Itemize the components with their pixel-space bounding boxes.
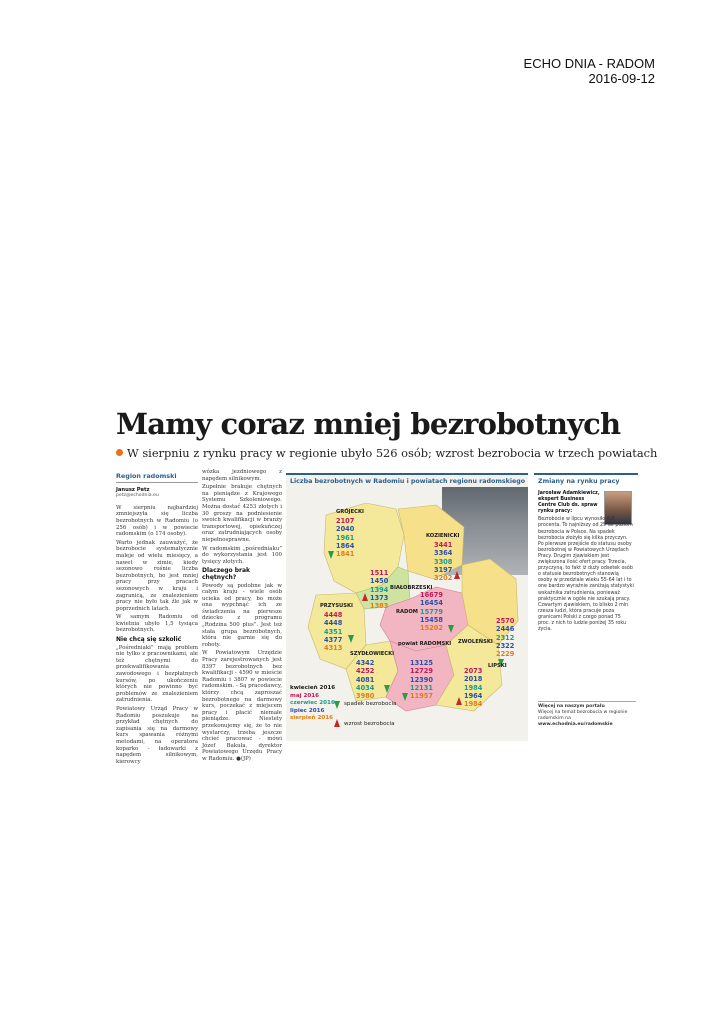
value-aug: 1984 xyxy=(464,700,483,709)
sidebar-box xyxy=(534,473,638,741)
paragraph: W sierpniu najbardziej zmniejszyła się liczba bezrobotnych w Radomiu (o 256 osób) i w powiecie radomskim (o 174 osoby). xyxy=(116,504,198,538)
value-aug: 15202 xyxy=(420,624,443,633)
trend-down-arrow-icon xyxy=(384,685,390,693)
legend-up-arrow-icon xyxy=(334,719,340,727)
bullet-dot-icon xyxy=(116,449,123,456)
value-jul2: 4377 xyxy=(324,635,343,644)
sidebar-text: Bezrobocie w lipcu wynosiło 8,6 procenta. To najniższy od 25 lat poziom bezrobocia w Polsce. Na spadek bezrobocia złożyło się kilka przyczyn. Po pierwsze przejście do statusu osoby bezrobotnej w Powiatowych Urzędach Pracy. Drugim zjawiskiem jest zwiększona ilość ofert pracy. Trzecia, przyczyną, to fakt iż duży odsetek osób o statusie bezrobotnych stanowią osoby w przedziale wieku 55-64 lat i to one bardzo wyraźnie zaniżają statystyki wskaźnika zatrudnienia, ponieważ praktycznie w ogóle nie szukają pracy. Czwartym zjawiskiem, to blisko 2 mln rzesza ludzi, która pracuje poza granicami Polski z czego ponad 75 proc. z nich to ludzie poniżej 35 roku życia. xyxy=(538,517,634,633)
value-jul: 2312 xyxy=(496,633,515,642)
portal-link[interactable]: www.echodnia.eu/radomskie xyxy=(538,722,613,727)
value-jun: 4448 xyxy=(324,619,343,628)
value-jul2: 15458 xyxy=(420,615,443,624)
value-jun: 2040 xyxy=(336,525,355,534)
trend-down-arrow-icon xyxy=(402,693,408,701)
value-jul: 4351 xyxy=(324,627,343,636)
region-label: KOZIENICKI xyxy=(426,533,460,539)
region-label: ZWOLEŃSKI xyxy=(458,639,493,645)
region-values xyxy=(464,667,482,708)
trend-up-arrow-icon xyxy=(454,571,460,579)
legend-month: czerwiec 2016 xyxy=(290,700,335,707)
value-aug: 1841 xyxy=(336,550,355,559)
value-jul2: 4034 xyxy=(356,683,375,692)
value-jul: 15779 xyxy=(420,607,443,616)
trend-down-arrow-icon xyxy=(348,635,354,643)
value-may: 13125 xyxy=(410,659,433,667)
value-may: 2107 xyxy=(336,517,355,525)
value-aug: 1383 xyxy=(370,602,389,611)
region-label: GRÓJECKI xyxy=(336,509,364,515)
value-jul2: 12131 xyxy=(410,683,433,692)
value-may: 16679 xyxy=(420,591,443,599)
rubric-label: Region radomski xyxy=(116,473,198,483)
article-column-1 xyxy=(116,473,198,767)
value-jul2: 3197 xyxy=(434,565,453,574)
value-jun: 1450 xyxy=(370,577,389,586)
trend-up-arrow-icon xyxy=(362,593,368,601)
value-jun: 3364 xyxy=(434,549,453,558)
value-aug: 3202 xyxy=(434,574,453,583)
region-label: SZYDŁOWIECKI xyxy=(350,651,395,657)
trend-down-arrow-icon xyxy=(448,625,454,633)
article-lead xyxy=(116,446,657,460)
legend-down-arrow-icon xyxy=(334,701,340,709)
sidebar-footer xyxy=(538,701,636,728)
value-jul2: 2322 xyxy=(496,641,515,650)
legend-month: kwiecień 2016 xyxy=(290,685,336,691)
value-aug: 4313 xyxy=(324,644,343,653)
sidebar-title: Zmiany na rynku pracy xyxy=(538,478,620,485)
unemployment-map xyxy=(286,473,528,741)
value-aug: 11957 xyxy=(410,692,433,701)
region-label: PRZYSUSKI xyxy=(320,603,353,609)
value-jul: 12390 xyxy=(410,675,433,684)
region-label: BIAŁOBRZESKI xyxy=(390,585,433,591)
region-values xyxy=(336,517,354,558)
region-values xyxy=(496,617,514,658)
value-may: 2570 xyxy=(496,617,515,625)
article-headline: Mamy coraz mniej bezrobotnych xyxy=(116,407,621,441)
region-values xyxy=(420,591,443,632)
value-jul2: 1964 xyxy=(464,691,483,700)
sidebar-body xyxy=(538,491,634,635)
article-column-2 xyxy=(202,469,282,765)
paragraph: Powiatowy Urząd Pracy w Radomiu poszukuje na przykład chętnych do zapisania się na darmowy kurs spawania różnymi metodami, na operatora koparko - ładowarki z napędem silnikowym, kierowcy xyxy=(116,706,198,765)
region-label: LIPSKI xyxy=(488,663,507,669)
paragraph: W samym Radomiu od kwietnia ubyło 1,5 tysiąca bezrobotnych. xyxy=(116,614,198,634)
paragraph: wózka jezdniowego z napędem silnikowym. xyxy=(202,469,282,482)
value-jul: 4081 xyxy=(356,675,375,684)
lead-text: W sierpniu z rynku pracy w regionie ubyło 526 osób; wzrost bezrobocia w trzech powiatach xyxy=(127,446,658,460)
legend-down-label: spadek bezrobocia xyxy=(344,701,397,707)
value-jun: 12729 xyxy=(410,667,433,676)
region-values xyxy=(370,569,388,610)
legend-up-label: wzrost bezrobocia xyxy=(344,721,395,727)
region-label: powiat RADOMSKI xyxy=(398,641,452,647)
value-jun: 4252 xyxy=(356,667,375,676)
region-values xyxy=(434,541,452,582)
value-jul: 1394 xyxy=(370,585,389,594)
paragraph: Powody są podobne jak w całym kraju - wiele osób ucieka od pracy, bo może ona wypchnąć ich ze świadczenia na pierwsze dziecko z programu „Rodzina 500 plus”. Jest też stała grupa bezrobotnych, która nie garnie się do roboty. xyxy=(202,582,282,648)
map-legend xyxy=(290,685,335,723)
legend-month: sierpień 2016 xyxy=(290,715,334,722)
legend-month: lipiec 2016 xyxy=(290,707,325,714)
portal-text: Więcej na temat bezrobocia w regionie radomskim na xyxy=(538,710,628,721)
expert-name: Jarosław Adamkiewicz, ekspert Business Centre Club ds. spraw rynku pracy: xyxy=(538,491,600,515)
map-title: Liczba bezrobotnych w Radomiu i powiatach regionu radomskiego xyxy=(290,478,526,485)
clipping-header xyxy=(524,56,655,86)
value-aug: 2229 xyxy=(496,650,515,659)
article-clipping xyxy=(112,405,658,765)
paragraph: W radomskim „pośredniaku” do wykorzystania jest 100 tysięcy złotych. xyxy=(202,545,282,565)
value-may: 4342 xyxy=(356,659,375,667)
portal-label: Więcej na naszym portalu xyxy=(538,704,605,709)
value-jul: 1984 xyxy=(464,683,483,692)
region-values xyxy=(356,659,374,700)
subheading: Nie chcą się szkolić xyxy=(116,636,182,644)
value-may: 1511 xyxy=(370,569,389,577)
paragraph: „Pośredniaki” mają problem nie tylko z pracownikami, ale też chętnymi do przekwalifikowania zawodowego i bezpłatnych kursów, po ukończeniu których nie powinno być problemów ze znalezieniem zatrudnienia. xyxy=(116,644,198,704)
region-values xyxy=(324,611,342,652)
region-kozienicki xyxy=(398,505,464,579)
source-label: ECHO DNIA - RADOM xyxy=(523,56,655,71)
value-jul: 3308 xyxy=(434,557,453,566)
value-aug: 3980 xyxy=(356,692,375,701)
date-label: 2016-09-12 xyxy=(588,71,655,86)
trend-down-arrow-icon xyxy=(328,551,334,559)
value-may: 3441 xyxy=(434,541,453,549)
paragraph: Warto jednak zauważyć, że bezrobocie systematycznie maleje od wielu miesięcy, a nawet w zimie, kiedy sezonowo rośnie liczba bezrobotnych, bo jest mniej pracy przy pracach sezonowych w kraju i zagranicą, ze znalezieniem pracy nie było tak źle jak w poprzednich latach. xyxy=(116,539,198,612)
paragraph: W Powiatowym Urzędzie Pracy zarejestrowanych jest 8397 bezrobotnych bez kwalifikacji - 4590 w mieście Radomiu i 3807 w powiecie radomskim. - Są pracodawcy, którzy chcą zaproszać bezrobotnego na darmowy kurs, poczekać z miejscem pracy i płacić niemałe pieniądze. Niestety przekonujemy się, że to nie wystarczy, trzeba jeszcze chcieć pracować - mówi Józef Bakuła, dyrektor Powiatowego Urzędu Pracy w Radomiu. ●(JP) xyxy=(202,650,282,762)
author-email: petz@echodnia.eu xyxy=(116,493,159,499)
value-may: 4448 xyxy=(324,611,343,619)
value-may: 2073 xyxy=(464,667,483,675)
value-jul2: 1864 xyxy=(336,541,355,550)
legend-month: maj 2016 xyxy=(290,692,320,699)
region-label: RADOM xyxy=(396,609,418,615)
value-jul: 1961 xyxy=(336,533,355,542)
value-jul2: 1373 xyxy=(370,593,389,602)
value-jun: 2446 xyxy=(496,625,515,634)
paragraph: Zupełnie brakuje chętnych na pieniądze z Krajowego Systemu Szkoleniowego. Można dostać 4253 złotych i 30 groszy na podniesienie swoich kwalifikacji w branży transportowej, opiekuńczej oraz zatrudniających osoby niepełnosprawne. xyxy=(202,484,282,543)
subheading: Dlaczego brak chętnych? xyxy=(202,567,251,581)
value-jun: 16454 xyxy=(420,599,443,608)
trend-up-arrow-icon xyxy=(456,697,462,705)
value-jun: 2018 xyxy=(464,675,483,684)
author-name: Janusz Petz xyxy=(116,486,150,493)
region-values xyxy=(410,659,433,700)
